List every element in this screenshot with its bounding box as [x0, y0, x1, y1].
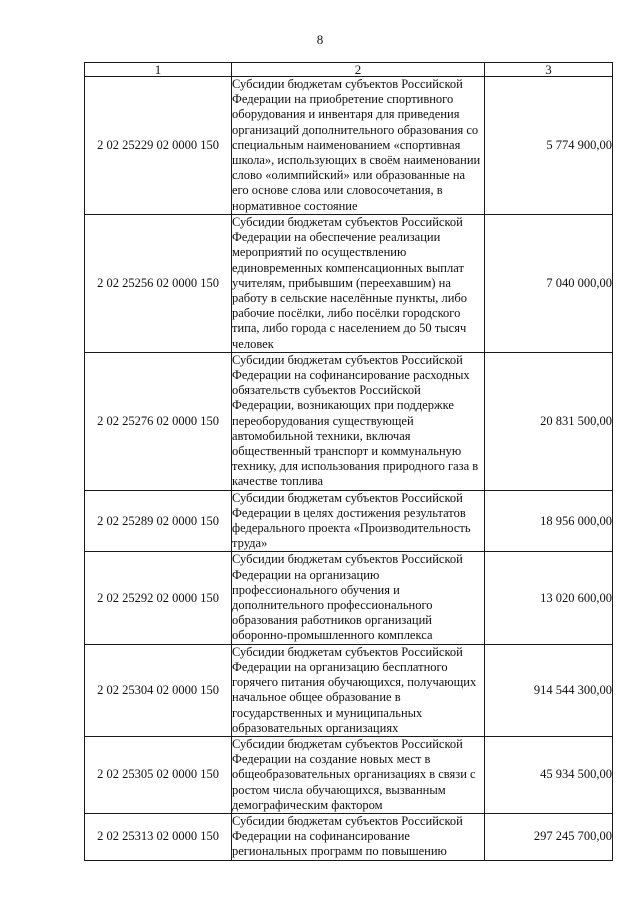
- row-amount: 45 934 500,00: [485, 736, 613, 813]
- budget-code: 2 02 25256 02 0000 150: [85, 215, 232, 353]
- row-amount: 13 020 600,00: [485, 552, 613, 644]
- budget-code: 2 02 25305 02 0000 150: [85, 736, 232, 813]
- page-number: 8: [316, 32, 324, 47]
- table-row: [85, 736, 613, 813]
- table-row: [85, 490, 613, 552]
- table-row: [85, 644, 613, 736]
- row-amount: 18 956 000,00: [485, 490, 613, 552]
- column-header-3: 3: [485, 63, 613, 77]
- budget-code: 2 02 25289 02 0000 150: [85, 490, 232, 552]
- row-amount: 7 040 000,00: [485, 215, 613, 353]
- column-header-1: 1: [85, 63, 232, 77]
- row-amount: 297 245 700,00: [485, 813, 613, 860]
- row-description: Субсидии бюджетам субъектов Российской Федерации на софинансирование региональных программ по повышению: [232, 813, 485, 860]
- table-row: [85, 77, 613, 215]
- budget-code: 2 02 25276 02 0000 150: [85, 352, 232, 490]
- row-description: Субсидии бюджетам субъектов Российской Федерации на организацию профессионального обучения и дополнительного профессионального образования работников организаций оборонно-промышленного комплекса: [232, 552, 485, 644]
- table-row: [85, 352, 613, 490]
- table-header-row: [85, 63, 613, 77]
- row-description: Субсидии бюджетам субъектов Российской Федерации на создание новых мест в общеобразовательных организациях в связи с ростом числа обучающихся, вызванным демографическим фактором: [232, 736, 485, 813]
- column-header-2: 2: [232, 63, 485, 77]
- table-row: [85, 813, 613, 860]
- row-description: Субсидии бюджетам субъектов Российской Федерации на приобретение спортивного оборудования и инвентаря для приведения организаций дополнительного образования со специальным наименованием «спортивная школа», использующих в своём наименовании слово «олимпийский» или образованные на его основе слова или словосочетания, в нормативное состояние: [232, 77, 485, 215]
- row-amount: 20 831 500,00: [485, 352, 613, 490]
- row-description: Субсидии бюджетам субъектов Российской Федерации в целях достижения результатов федерального проекта «Производительность труда»: [232, 490, 485, 552]
- row-description: Субсидии бюджетам субъектов Российской Федерации на софинансирование расходных обязательств субъектов Российской Федерации, возникающих при поддержке переоборудования существующей автомобильной техники, включая общественный транспорт и коммунальную технику, для использования природного газа в качестве топлива: [232, 352, 485, 490]
- budget-code: 2 02 25313 02 0000 150: [85, 813, 232, 860]
- budget-code: 2 02 25304 02 0000 150: [85, 644, 232, 736]
- table-row: [85, 552, 613, 644]
- row-description: Субсидии бюджетам субъектов Российской Федерации на организацию бесплатного горячего питания обучающихся, получающих начальное общее образование в государственных и муниципальных образовательных организациях: [232, 644, 485, 736]
- budget-code: 2 02 25229 02 0000 150: [85, 77, 232, 215]
- budget-table: [84, 62, 613, 861]
- row-amount: 5 774 900,00: [485, 77, 613, 215]
- budget-code: 2 02 25292 02 0000 150: [85, 552, 232, 644]
- table-row: [85, 215, 613, 353]
- row-amount: 914 544 300,00: [485, 644, 613, 736]
- row-description: Субсидии бюджетам субъектов Российской Федерации на обеспечение реализации мероприятий по осуществлению единовременных компенсационных выплат учителям, прибывшим (переехавшим) на работу в сельские населённые пункты, либо рабочие посёлки, либо посёлки городского типа, либо города с населением до 50 тысяч человек: [232, 215, 485, 353]
